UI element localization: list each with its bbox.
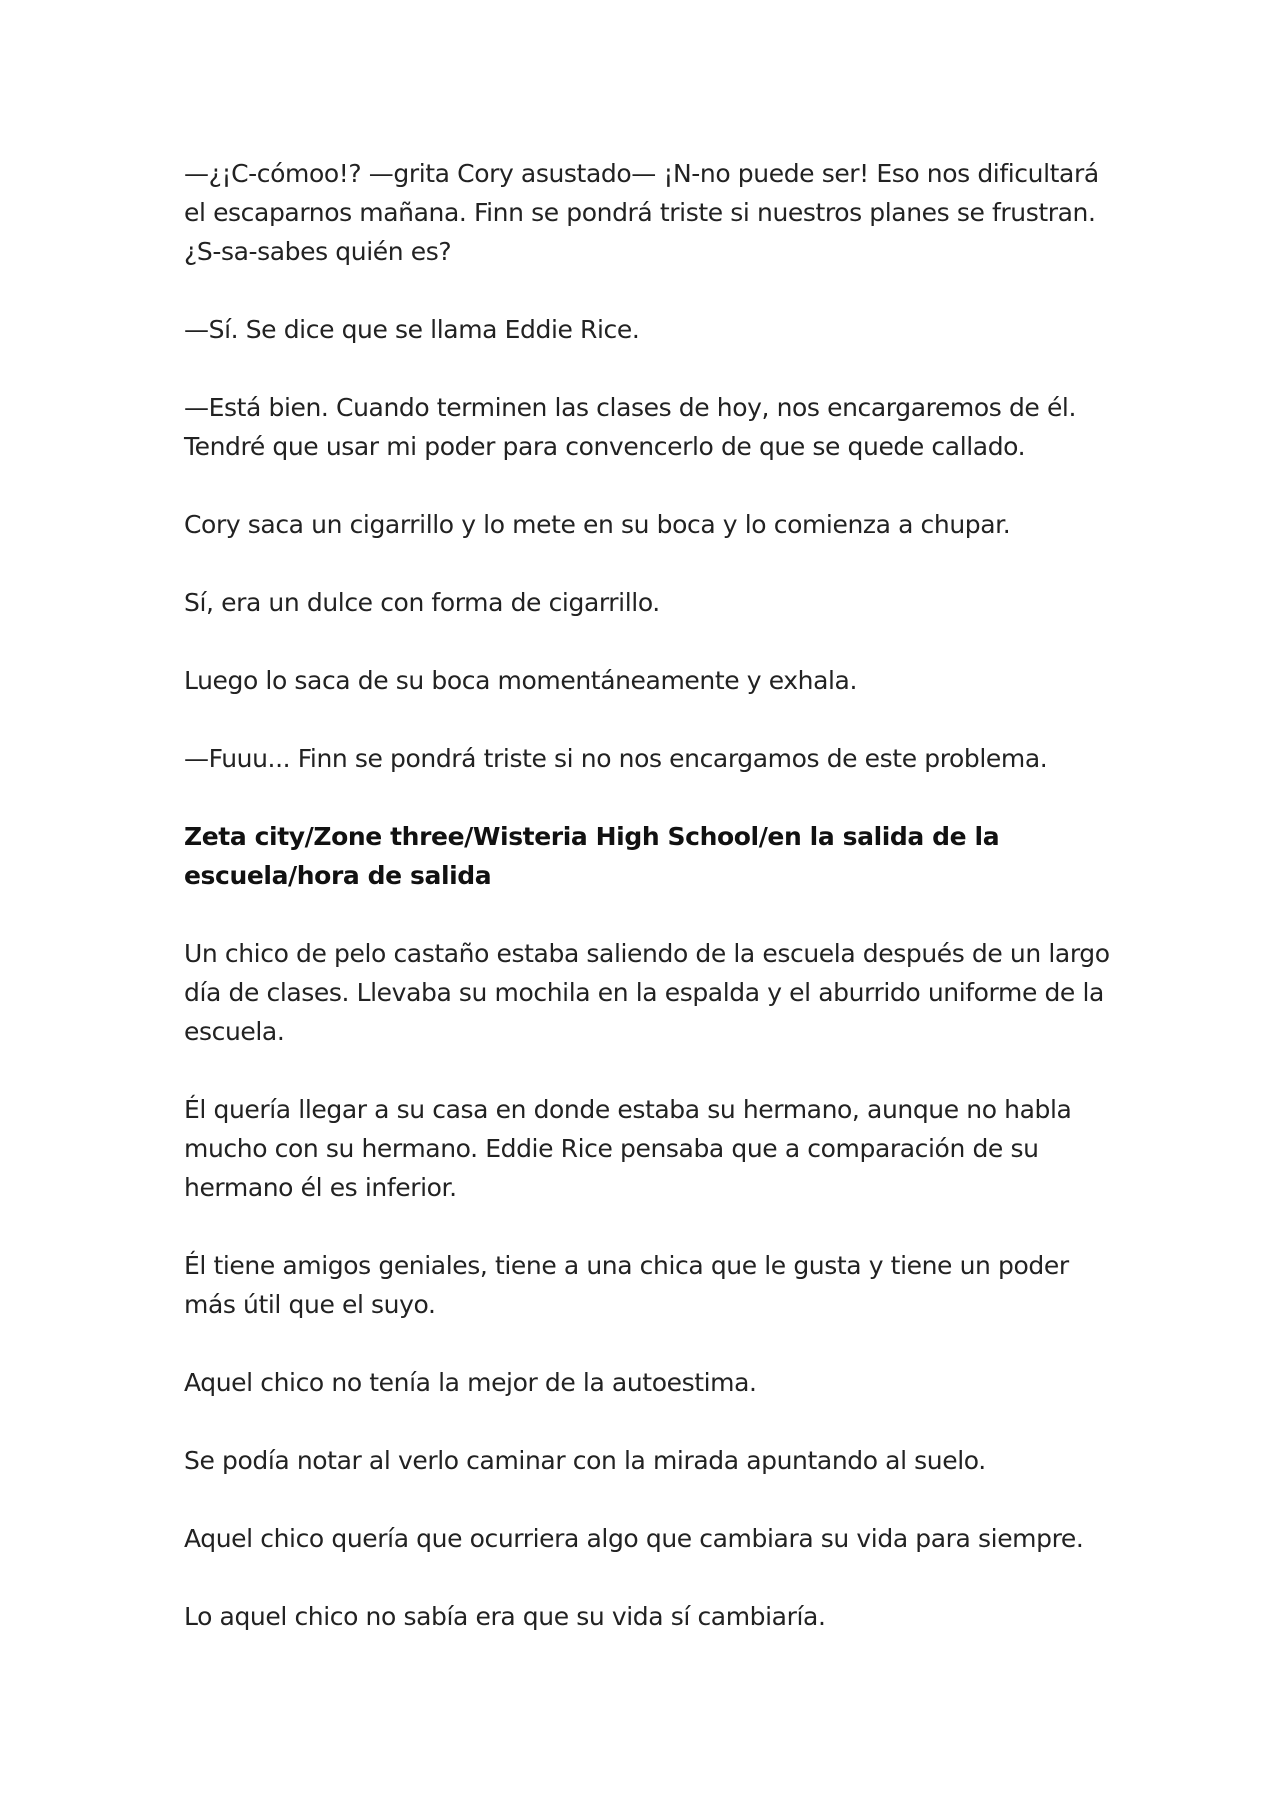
paragraph-dialogue-2: —Sí. Se dice que se llama Eddie Rice. (184, 315, 640, 344)
paragraph-narration-6: Él tiene amigos geniales, tiene a una chica que le gusta y tiene un poder más útil que el suyo. (184, 1251, 1069, 1319)
scene-heading: Zeta city/Zone three/Wisteria High School/en la salida de la escuela/hora de salida (184, 822, 1000, 890)
paragraph-narration-8: Se podía notar al verlo caminar con la mirada apuntando al suelo. (184, 1446, 986, 1475)
paragraph-narration-4: Un chico de pelo castaño estaba saliendo de la escuela después de un largo día de clases. Llevaba su mochila en la espalda y el aburrido uniforme de la escuela. (184, 939, 1110, 1046)
paragraph-narration-9: Aquel chico quería que ocurriera algo que cambiara su vida para siempre. (184, 1524, 1084, 1553)
paragraph-narration-7: Aquel chico no tenía la mejor de la autoestima. (184, 1368, 757, 1397)
paragraph-narration-3: Luego lo saca de su boca momentáneamente y exhala. (184, 666, 858, 695)
paragraph-narration-10: Lo aquel chico no sabía era que su vida sí cambiaría. (184, 1602, 826, 1631)
paragraph-narration-1: Cory saca un cigarrillo y lo mete en su boca y lo comienza a chupar. (184, 510, 1011, 539)
paragraph-dialogue-4: —Fuuu... Finn se pondrá triste si no nos encargamos de este problema. (184, 744, 1048, 773)
paragraph-dialogue-1: —¿¡C-cómoo!? —grita Cory asustado— ¡N-no puede ser! Eso nos dificultará el escaparnos mañana. Finn se pondrá triste si nuestros planes se frustran. ¿S-sa-sabes quién es? (184, 159, 1099, 266)
paragraph-narration-2: Sí, era un dulce con forma de cigarrillo. (184, 588, 660, 617)
paragraph-narration-5: Él quería llegar a su casa en donde estaba su hermano, aunque no habla mucho con su hermano. Eddie Rice pensaba que a comparación de su hermano él es inferior. (184, 1095, 1072, 1202)
document-page (184, 154, 1124, 1675)
paragraph-dialogue-3: —Está bien. Cuando terminen las clases de hoy, nos encargaremos de él. Tendré que usar mi poder para convencerlo de que se quede callado. (184, 393, 1077, 461)
